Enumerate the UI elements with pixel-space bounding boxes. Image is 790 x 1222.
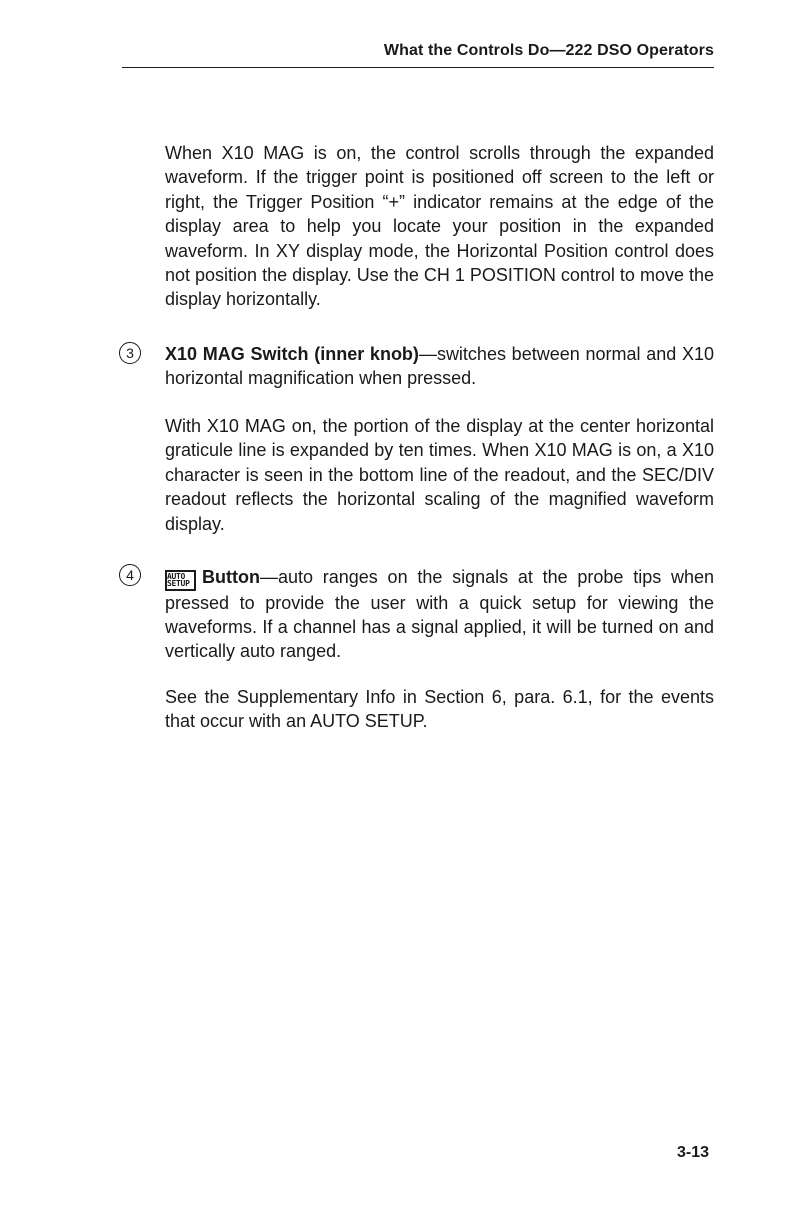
auto-setup-icon-line1: AUTO [167,571,186,581]
callout-3: 3 [119,342,141,364]
running-header: What the Controls Do—222 DSO Operators [383,42,714,59]
auto-setup-button-term: Button [202,567,260,587]
page-number: 3-13 [676,1144,709,1161]
x10-mag-switch-description: —switches between normal and X10 horizontal magnification when pressed. [165,344,714,389]
auto-setup-icon [165,570,196,591]
x10-mag-scroll-paragraph: When X10 MAG is on, the control scrolls through the expanded waveform. If the trigger point is positioned off screen to the left or right, the Trigger Position “+” indicator remains at the edge of the display area to help you locate your position in the expanded waveform. In XY display mode, the Horizontal Position control does not position the display. Use the CH 1 POSITION control to move the display horizontally. [165,143,714,310]
auto-setup-button-paragraph [165,565,714,664]
x10-mag-detail-paragraph: With X10 MAG on, the portion of the display at the center horizontal graticule line is expanded by ten times. When X10 MAG is on, a X10 character is seen in the bottom line of the readout, and the SEC/DIV readout reflects the horizontal scaling of the magnified waveform display. [165,416,714,534]
auto-setup-icon-line2: SETUP [167,579,190,588]
header-rule [122,67,714,68]
auto-setup-button-description: —auto ranges on the signals at the probe tips when pressed to provide the user with a quick setup for viewing the waveforms. If a channel has a signal applied, it will be turned on and vertically auto ranged. [165,567,714,662]
callout-4: 4 [119,564,141,586]
x10-mag-switch-term: X10 MAG Switch (inner knob) [165,344,419,364]
auto-setup-info-paragraph: See the Supplementary Info in Section 6, para. 6.1, for the events that occur with an AUTO SETUP. [165,687,714,732]
x10-mag-switch-paragraph [165,342,714,391]
